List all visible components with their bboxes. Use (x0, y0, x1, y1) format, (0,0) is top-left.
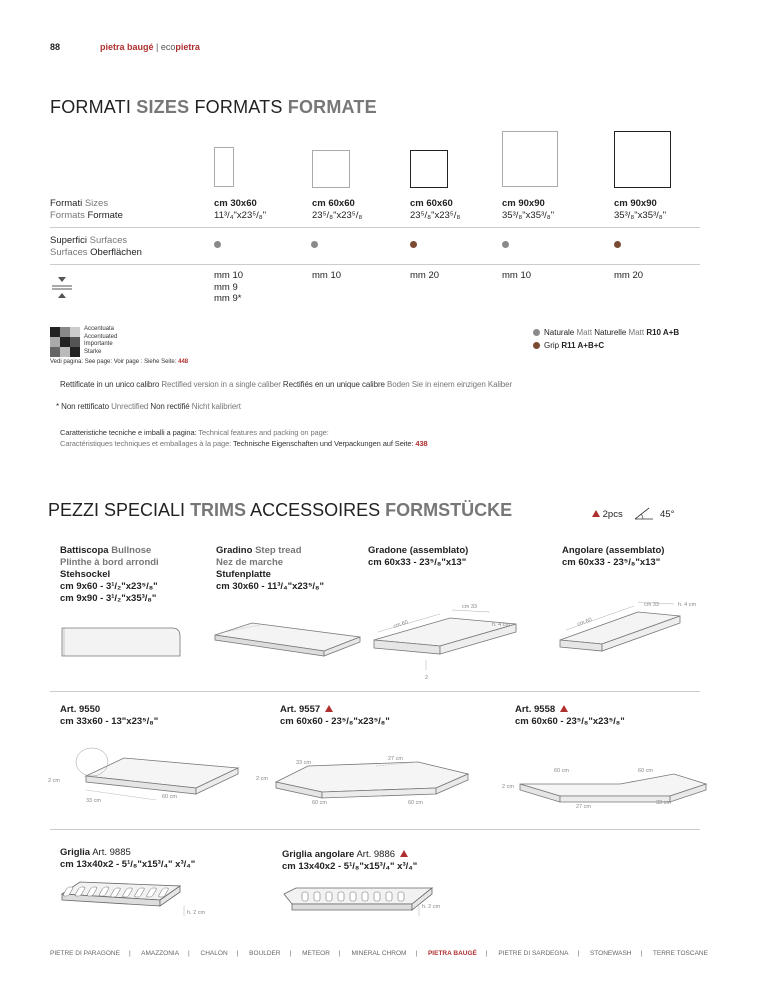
page-number: 88 (50, 42, 61, 52)
footer-link[interactable]: PIETRE DI PARAGONE (50, 950, 120, 957)
footer-link[interactable]: METEOR (302, 950, 330, 957)
footer-link[interactable]: BOULDER (249, 950, 281, 957)
dim-label: 2 cm (502, 784, 514, 790)
footer-collections: PIETRE DI PARAGONE | AMAZZONIA | CHALON | BOULDER | METEOR | MINERAL CHROM | PIETRA BAUGÉ | PIETRE DI SARDEGNA | STONEWASH | TERRE TOSCANE (50, 950, 708, 957)
surfaces-row-label: Superfici Surfaces Surfaces Oberflächen (50, 235, 142, 258)
trim-gradone: Gradone (assemblato) cm 60x33 - 23⁵/₈"x13" (368, 545, 469, 568)
thickness-col-2: mm 10 (312, 270, 342, 281)
dim-label: cm 60 (576, 617, 593, 628)
footer-link[interactable]: MINERAL CHROM (351, 950, 407, 957)
dim-label: 60 cm (554, 768, 569, 774)
gradone-drawing (370, 598, 520, 683)
format-col-5: cm 90x90 35³/₈"x35³/₈" (614, 198, 667, 221)
see-page: Vedi pagina: See page: Voir page : Siehe Seite: 448 (50, 359, 189, 365)
angolare-drawing (556, 596, 706, 666)
surface-dot-naturale (502, 241, 509, 248)
grey-dot-icon (533, 329, 540, 336)
art-9557-drawing (256, 752, 476, 812)
dim-label: 2 (425, 675, 429, 681)
art-9558-drawing (500, 762, 710, 812)
dim-label: h. 2 cm (187, 910, 206, 916)
legend-naturale: Naturale Matt Naturelle Matt R10 A+B (533, 326, 679, 339)
shade-variation-icon (50, 327, 80, 357)
griglia-angolare-drawing (282, 878, 462, 922)
trim-bullnose: Battiscopa Bullnose Plinthe à bord arrondi Stehsockel cm 9x60 - 3¹/₂"x23⁵/₈" cm 9x90 - 3¹/₂"x35³/₈" (60, 545, 159, 604)
dim-label: cm 60 (392, 619, 409, 630)
divider (50, 227, 700, 228)
format-col-3: cm 60x60 23⁵/₈"x23⁵/₈ (410, 198, 461, 221)
format-90x90-shape (502, 131, 558, 187)
dim-label: 60 cm (638, 768, 653, 774)
thickness-col-4: mm 10 (502, 270, 532, 281)
art-9550: Art. 9550 cm 33x60 - 13"x23⁵/₈" (60, 704, 159, 727)
divider (50, 264, 700, 265)
triangle-icon (400, 850, 408, 857)
format-col-2: cm 60x60 23⁵/₈"x23⁵/₈ (312, 198, 363, 221)
triangle-icon (560, 705, 568, 712)
shade-labels: Accentuata Accentuated Importante Starke (84, 326, 118, 355)
formats-title: FORMATI SIZES FORMATS FORMATE (50, 97, 377, 117)
art-9557: Art. 9557 cm 60x60 - 23⁵/₈"x23⁵/₈" (280, 704, 390, 727)
formats-row-label: Formati Sizes Formats Formate (50, 198, 123, 221)
griglia: Griglia Art. 9885 cm 13x40x2 - 5¹/₈"x15³/₄" x³/₄" (60, 847, 196, 870)
format-col-1: cm 30x60 11³/₄"x23⁵/₈" (214, 198, 267, 221)
surface-legend (533, 326, 679, 352)
dim-label: h. 4 cm (492, 622, 511, 628)
note-rectified: Rettificate in un unico calibro Rectified version in a single caliber Rectifiés en un unique calibre Boden Sie in einem einzigen Kaliber (60, 380, 513, 389)
step-tread-drawing (212, 615, 362, 660)
art-9550-drawing (46, 742, 246, 810)
surface-dot-grip (410, 241, 417, 248)
thickness-icon (52, 274, 72, 300)
note-technical: Caratteristiche tecniche e imballi a pagina: Technical features and packing on page: Caractéristiques techniques et emballages à la page: Technische Eigenschaften und Verpackungen auf Seite: 438 (60, 428, 428, 448)
griglia-angolare: Griglia angolare Art. 9886 cm 13x40x2 - 5¹/₈"x15³/₄" x³/₄" (282, 849, 418, 872)
trim-step-tread: Gradino Step tread Nez de marche Stufenplatte cm 30x60 - 11³/₄"x23⁵/₈" (216, 545, 325, 592)
dim-label: cm 33 (644, 602, 659, 608)
triangle-icon (592, 510, 600, 517)
thickness-col-3: mm 20 (410, 270, 440, 281)
footer-link-active[interactable]: PIETRA BAUGÉ (427, 950, 477, 957)
format-60x60-shape (312, 150, 350, 188)
format-90x90-20mm-shape (614, 131, 671, 188)
dim-label: 27 cm (576, 804, 591, 810)
trims-legend: 2pcs 45° (592, 507, 674, 521)
surface-dot-naturale (311, 241, 318, 248)
dim-label: 33 cm (86, 798, 101, 804)
note-unrectified: * Non rettificato Unrectified Non rectifié Nicht kalibriert (56, 402, 241, 411)
dim-label: 60 cm (162, 794, 177, 800)
footer-link[interactable]: CHALON (200, 950, 228, 957)
thickness-col-5: mm 20 (614, 270, 644, 281)
trim-angolare: Angolare (assemblato) cm 60x33 - 23⁵/₈"x13" (562, 545, 665, 568)
dim-label: 2 cm (256, 776, 268, 782)
dim-label: 27 cm (388, 756, 403, 762)
trims-title: PEZZI SPECIALI TRIMS ACCESSOIRES FORMSTÜCKE (48, 500, 513, 520)
griglia-drawing (60, 876, 230, 920)
footer-link[interactable]: PIETRE DI SARDEGNA (498, 950, 569, 957)
footer-link[interactable]: STONEWASH (589, 950, 632, 957)
triangle-icon (325, 705, 333, 712)
legend-grip: Grip R11 A+B+C (533, 339, 679, 352)
format-col-4: cm 90x90 35³/₈"x35³/₈" (502, 198, 555, 221)
divider (50, 829, 700, 830)
surface-dot-grip (614, 241, 621, 248)
dim-label: h. 4 cm (678, 602, 697, 608)
footer-link[interactable]: AMAZZONIA (141, 950, 180, 957)
bullnose-drawing (62, 624, 182, 664)
footer-link[interactable]: TERRE TOSCANE (652, 950, 708, 957)
divider (50, 691, 700, 692)
dim-label: 2 cm (48, 778, 60, 784)
dim-label: 33 cm (656, 800, 671, 806)
dim-label: 60 cm (408, 800, 423, 806)
brand-title: pietra baugé | ecopietra (100, 42, 200, 52)
format-60x60-20mm-shape (410, 150, 448, 188)
dim-label: cm 33 (462, 604, 477, 610)
dim-label: 33 cm (296, 760, 311, 766)
surface-dot-naturale (214, 241, 221, 248)
brown-dot-icon (533, 342, 540, 349)
art-9558: Art. 9558 cm 60x60 - 23⁵/₈"x23⁵/₈" (515, 704, 625, 727)
dim-label: 60 cm (312, 800, 327, 806)
dim-label: h. 2 cm (422, 904, 441, 910)
format-30x60-shape (214, 147, 234, 187)
angle-icon (633, 507, 655, 521)
thickness-col-1: mm 10 mm 9 mm 9* (214, 270, 244, 304)
